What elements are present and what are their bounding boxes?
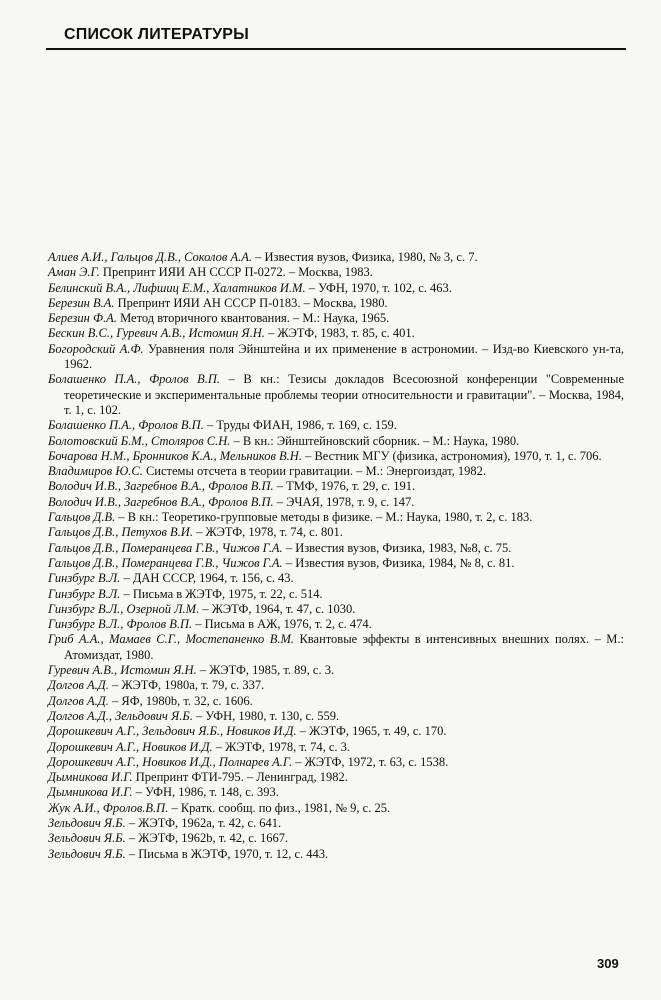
reference-authors: Гальцов Д.В., Померанцева Г.В., Чижов Г.А.	[48, 540, 283, 555]
reference-entry	[48, 464, 624, 479]
reference-entry	[48, 587, 624, 602]
reference-authors: Бескин В.С., Гуревич А.В., Истомин Я.Н.	[48, 326, 265, 341]
reference-text: Квантовые эффекты в интенсивных внешних полях. – М.: Атомиздат, 1980.	[64, 632, 624, 662]
reference-text: – ЖЭТФ, 1978, т. 74, с. 801.	[192, 525, 343, 540]
reference-authors: Бочарова Н.М., Бронников К.А., Мельников В.Н.	[48, 448, 302, 463]
reference-text: – ЭЧАЯ, 1978, т. 9, с. 147.	[273, 494, 415, 509]
reference-text: – ТМФ, 1976, т. 29, с. 191.	[273, 479, 416, 494]
reference-entry	[48, 311, 624, 326]
reference-text: Препринт ИЯИ АН СССР П-0272. – Москва, 1983.	[99, 265, 373, 280]
reference-text: – ЯФ, 1980b, т. 32, с. 1606.	[108, 693, 253, 708]
reference-entry	[48, 663, 624, 678]
reference-entry	[48, 479, 624, 494]
reference-authors: Зельдович Я.Б.	[48, 831, 126, 846]
reference-entry	[48, 785, 624, 800]
heading-rule	[46, 48, 626, 50]
reference-authors: Гальцов Д.В.	[48, 510, 116, 525]
reference-text: – ДАН СССР, 1964, т. 156, с. 43.	[120, 571, 294, 586]
reference-entry	[48, 372, 624, 418]
reference-text: Препринт ИЯИ АН СССР П-0183. – Москва, 1980.	[114, 295, 388, 310]
reference-text: Системы отсчета в теории гравитации. – М.: Энергоиздат, 1982.	[142, 464, 487, 479]
reference-text: – В кн.: Эйнштейновский сборник. – М.: Наука, 1980.	[230, 433, 520, 448]
reference-entry	[48, 418, 624, 433]
reference-authors: Володич И.В., Загребнов В.А., Фролов В.П.	[48, 494, 274, 509]
reference-text: – В кн.: Теоретико-групповые методы в физике. – М.: Наука, 1980, т. 2, с. 183.	[115, 510, 533, 525]
reference-authors: Гуревич А.В., Истомин Я.Н.	[48, 663, 197, 678]
reference-entry	[48, 571, 624, 586]
reference-text: – В кн.: Тезисы докладов Всесоюзной конференции "Современные теоретические и экспериментальные проблемы теории относительности и гравитации". – Москва, 1984, т. 1, с. 102.	[64, 372, 624, 417]
reference-entry	[48, 434, 624, 449]
reference-authors: Жук А.И., Фролов.В.П.	[48, 800, 169, 815]
reference-text: – ЖЭТФ, 1978, т. 74, с. 3.	[212, 739, 351, 754]
reference-entry	[48, 250, 624, 265]
reference-entry	[48, 510, 624, 525]
reference-text: – Труды ФИАН, 1986, т. 169, с. 159.	[203, 418, 397, 433]
reference-entry	[48, 449, 624, 464]
reference-text: – ЖЭТФ, 1985, т. 89, с. 3.	[196, 663, 335, 678]
reference-authors: Гриб А.А., Мамаев С.Г., Мостепаненко В.М.	[48, 632, 294, 647]
reference-entry	[48, 265, 624, 280]
reference-authors: Дорошкевич А.Г., Новиков И.Д., Полнарев А.Г.	[48, 754, 293, 769]
reference-entry	[48, 602, 624, 617]
reference-authors: Белинский В.А., Лифшиц Е.М., Халатников И.М.	[48, 280, 306, 295]
reference-entry	[48, 724, 624, 739]
reference-authors: Болашенко П.А., Фролов В.П.	[48, 418, 204, 433]
reference-authors: Долгов А.Д., Зельдович Я.Б.	[48, 708, 193, 723]
reference-entry	[48, 770, 624, 785]
reference-authors: Долгов А.Д.	[48, 693, 109, 708]
reference-entry	[48, 816, 624, 831]
reference-text: Метод вторичного квантования. – М.: Наука, 1965.	[116, 311, 390, 326]
reference-authors: Алиев А.И., Гальцов Д.В., Соколов А.А.	[48, 250, 252, 264]
reference-authors: Гальцов Д.В., Померанцева Г.В., Чижов Г.А.	[48, 555, 283, 570]
reference-text: – Вестник МГУ (физика, астрономия), 1970, т. 1, с. 706.	[301, 448, 602, 463]
reference-entry	[48, 326, 624, 341]
reference-authors: Зельдович Я.Б.	[48, 815, 126, 830]
reference-text: – ЖЭТФ, 1972, т. 63, с. 1538.	[292, 754, 449, 769]
reference-authors: Зельдович Я.Б.	[48, 846, 126, 861]
page-number: 309	[597, 956, 619, 971]
reference-text: – Письма в АЖ, 1976, т. 2, с. 474.	[192, 617, 372, 632]
reference-entry	[48, 801, 624, 816]
reference-entry	[48, 678, 624, 693]
reference-entry	[48, 525, 624, 540]
reference-entry	[48, 556, 624, 571]
reference-authors: Владимиров Ю.С.	[48, 464, 143, 479]
reference-entry	[48, 709, 624, 724]
reference-entry	[48, 296, 624, 311]
reference-entry	[48, 342, 624, 373]
reference-authors: Березин В.А.	[48, 295, 115, 310]
reference-authors: Володич И.В., Загребнов В.А., Фролов В.П.	[48, 479, 274, 494]
reference-text: – Известия вузов, Физика, 1983, №8, с. 75.	[282, 540, 512, 555]
reference-entry	[48, 831, 624, 846]
reference-authors: Аман Э.Г.	[48, 265, 100, 280]
reference-entry	[48, 617, 624, 632]
reference-entry	[48, 632, 624, 663]
reference-text: – Письма в ЖЭТФ, 1975, т. 22, с. 514.	[120, 586, 323, 601]
reference-authors: Гинзбург В.Л.	[48, 571, 121, 586]
reference-authors: Дорошкевич А.Г., Новиков И.Д.	[48, 739, 213, 754]
reference-entry	[48, 495, 624, 510]
section-heading: СПИСОК ЛИТЕРАТУРЫ	[64, 26, 250, 43]
reference-authors: Долгов А.Д.	[48, 678, 109, 693]
reference-authors: Дымникова И.Г.	[48, 770, 133, 785]
reference-authors: Березин Ф.А.	[48, 311, 117, 326]
reference-text: – Кратк. сообщ. по физ., 1981, № 9, с. 25.	[168, 800, 391, 815]
reference-authors: Гинзбург В.Л., Озерной Л.М.	[48, 601, 200, 616]
reference-entry	[48, 755, 624, 770]
reference-text: – ЖЭТФ, 1965, т. 49, с. 170.	[296, 724, 447, 739]
reference-text: – Известия вузов, Физика, 1980, № 3, с. 7.	[252, 250, 478, 264]
reference-text: – ЖЭТФ, 1980a, т. 79, с. 337.	[108, 678, 265, 693]
reference-text: – ЖЭТФ, 1962b, т. 42, с. 1667.	[125, 831, 289, 846]
reference-text: – УФН, 1970, т. 102, с. 463.	[305, 280, 452, 295]
reference-text: – ЖЭТФ, 1964, т. 47, с. 1030.	[199, 601, 356, 616]
reference-text: – ЖЭТФ, 1983, т. 85, с. 401.	[264, 326, 415, 341]
reference-entry	[48, 847, 624, 862]
reference-entry	[48, 541, 624, 556]
reference-authors: Дорошкевич А.Г., Зельдович Я.Б., Новиков И.Д.	[48, 724, 297, 739]
reference-text: – УФН, 1986, т. 148, с. 393.	[132, 785, 279, 800]
reference-authors: Болашенко П.А., Фролов В.П.	[48, 372, 221, 387]
reference-entry	[48, 694, 624, 709]
reference-list	[48, 250, 624, 862]
reference-text: – ЖЭТФ, 1962a, т. 42, с. 641.	[125, 815, 282, 830]
reference-authors: Гинзбург В.Л., Фролов В.П.	[48, 617, 193, 632]
reference-text: – УФН, 1980, т. 130, с. 559.	[192, 708, 340, 723]
reference-authors: Гинзбург В.Л.	[48, 586, 121, 601]
reference-entry	[48, 740, 624, 755]
reference-text: – Письма в ЖЭТФ, 1970, т. 12, с. 443.	[125, 846, 329, 861]
reference-authors: Богородский А.Ф.	[48, 341, 144, 356]
reference-entry	[48, 281, 624, 296]
reference-authors: Гальцов Д.В., Петухов В.И.	[48, 525, 193, 540]
reference-text: Уравнения поля Эйнштейна и их применение в астрономии. – Изд-во Киевского ун-та, 1962.	[64, 341, 624, 372]
reference-authors: Дымникова И.Г.	[48, 785, 133, 800]
reference-text: – Известия вузов, Физика, 1984, № 8, с. 81.	[282, 555, 515, 570]
reference-authors: Болотовский Б.М., Столяров С.Н.	[48, 433, 231, 448]
reference-text: Препринт ФТИ-795. – Ленинград, 1982.	[132, 770, 348, 785]
